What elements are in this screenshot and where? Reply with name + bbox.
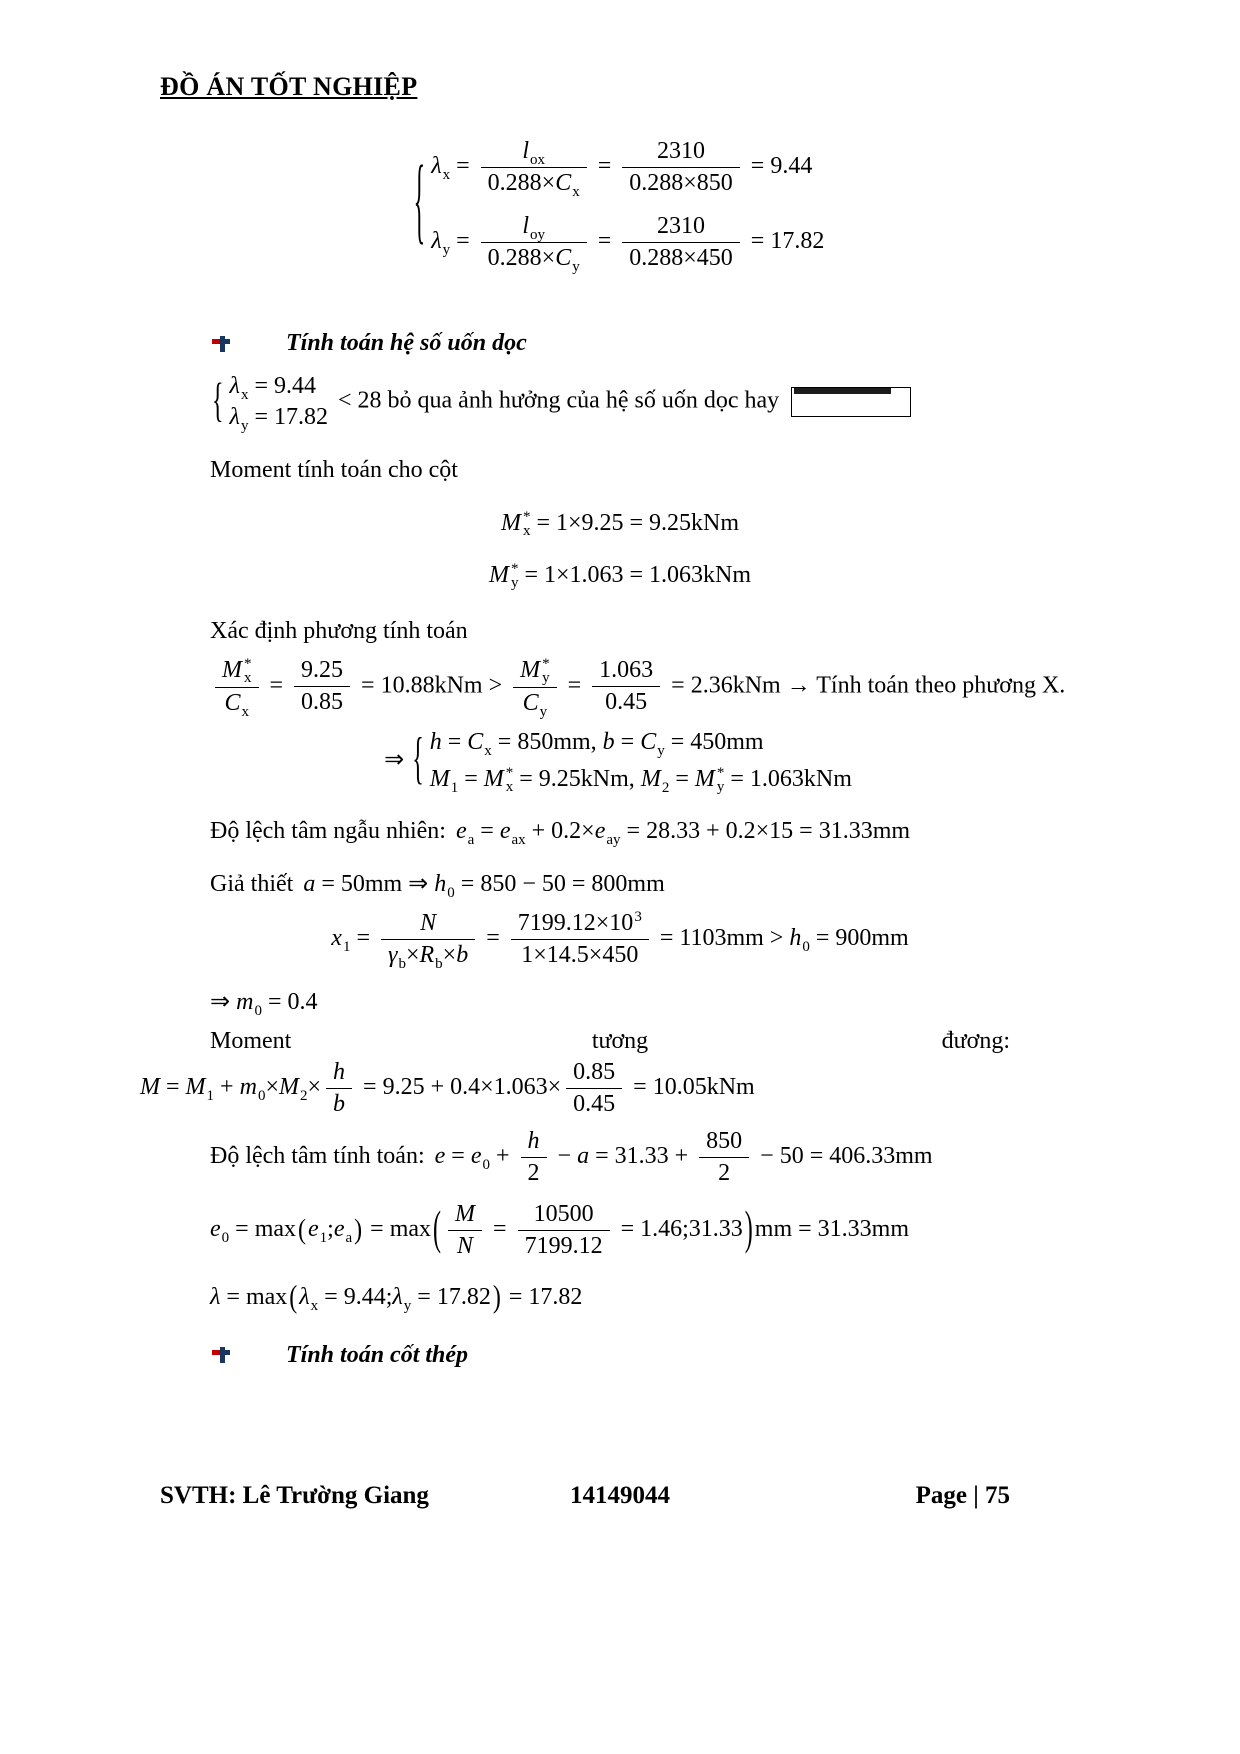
equation-slenderness-system: { $\lambda_x$ = $l_{ox}$ $0.288\times C_x$ = $\frac{2310}{0.288\times 850}$ = 9.44 $\lambda_y$ = $l_{oy}$ $0.288\times C_y$ = $\frac{2310}{0.288\times 450}$ = 17.82 — [413, 138, 825, 275]
big-delimiter: ( — [433, 1203, 442, 1256]
label-gia-thiet: Giả thiết — [210, 870, 294, 897]
page-footer — [140, 1482, 1100, 1510]
equation-section-dimensions: ⇒ { $h = C_x = 850mm$, $b = C_y = 450mm$ $M_1 = M$ * x = 9.25kNm, $M_2 = M$ * y = 1.063kNm — [384, 728, 852, 796]
big-delimiter: ) — [744, 1203, 753, 1256]
equation-lambda-max: $\lambda = \max(\lambda_x$ = $9.44;\lambda_y = 17.82) = 17.82$ — [210, 1280, 583, 1315]
big-delimiter: ) — [354, 1214, 363, 1246]
equation-ea: $e_a = e_{ax} + 0.2\times e_{ay} = 28.33 + 0.2\times 15 = 31.33mm$ — [455, 817, 911, 848]
equation-mx-star: M * x = 1×9.25 = 9.25kNm — [500, 508, 740, 539]
section-heading-he-so-uon-doc — [212, 330, 1100, 357]
bullet-icon — [212, 1346, 230, 1364]
page-title: ĐỒ ÁN TỐT NGHIỆP — [160, 72, 418, 101]
word-moment: Moment — [210, 1027, 292, 1054]
equation-e: $e = e_0$ + $\frac{h}{2}$ − a = 31.33 + $\frac{850}{2}$ − 50 = 406.33mm — [434, 1127, 933, 1186]
big-delimiter: ( — [289, 1280, 298, 1315]
equation-e0: $e_0$ = $\max(e_1;e_a) = \max$( $\frac{M}{N}$ = $\frac{10500}{7199.12}$ = 1.46;31.33)mm = 31.33mm — [210, 1200, 909, 1259]
section-heading-label: Tính toán hệ số uốn dọc — [286, 330, 527, 356]
big-delimiter: { — [412, 729, 424, 792]
line-gia-thiet — [210, 869, 1100, 901]
equation-h0: a = 50mm ⇒ $h_0 = 850 - 50 = 800mm$ — [303, 870, 665, 901]
footer-student-id: 14149044 — [570, 1482, 670, 1509]
redacted-box — [791, 387, 911, 417]
label-moment-tinh-toan: Moment tính toán cho cột — [210, 457, 458, 483]
label-do-lech-tinh-toan: Độ lệch tâm tính toán: — [210, 1142, 425, 1169]
footer-page-number: Page | 75 — [915, 1482, 1010, 1509]
label-do-lech-ngau-nhien: Độ lệch tâm ngẫu nhiên: — [210, 817, 446, 844]
word-duong: đương: — [941, 1027, 1010, 1054]
equation-moment-equivalent: $M = M_1 + m_0\times M_2\times$ $\frac{h}{b}$ = 9.25 + 0.4×1.063× $\frac{0.85}{0.45}$ = 10.05kNm — [140, 1058, 755, 1117]
label-xac-dinh-phuong: Xác định phương tính toán — [210, 617, 468, 644]
big-delimiter: { — [212, 375, 224, 427]
section-heading-label: Tính toán cốt thép — [286, 1341, 469, 1368]
big-delimiter: ( — [298, 1214, 307, 1246]
line-do-lech-ngau-nhien — [210, 817, 1100, 848]
word-tuong: tương — [591, 1027, 649, 1054]
section-heading-cot-thep — [212, 1342, 1100, 1369]
big-delimiter: { — [413, 151, 426, 255]
equation-m0: ⇒ $m_0 = 0.4$ — [210, 988, 318, 1019]
line-moment-tuong-duong — [140, 1028, 1100, 1055]
equation-lambda-check: { $\lambda_x = 9.44$ $\lambda_y = 17.82$ < 28 bỏ qua ảnh hưởng của hệ số uốn dọc hay — [210, 373, 1100, 431]
equation-direction-compare: M * x $C_x$ = $\frac{9.25}{0.85}$ = 10.88kNm > M * y $C_y$ = $\frac{1.063}{0.45}$ = 2.36kNm → Tính toán theo phương X. — [210, 657, 1100, 717]
equation-my-star: M * y = 1×1.063 = 1.063kNm — [488, 560, 752, 591]
footer-author: SVTH: Lê Trường Giang — [160, 1482, 429, 1509]
line-do-lech-tinh-toan — [210, 1128, 1100, 1187]
bullet-icon — [212, 335, 230, 353]
equation-x1: $x_1$ = $\frac{N}{\gamma_b\times R_b\times b}$ = $\frac{7199.12\times 10^3}{1\times 14.5\times 450}$ = $1103mm > h_0 = 900mm$ — [331, 908, 909, 972]
big-delimiter: ) — [492, 1280, 501, 1315]
